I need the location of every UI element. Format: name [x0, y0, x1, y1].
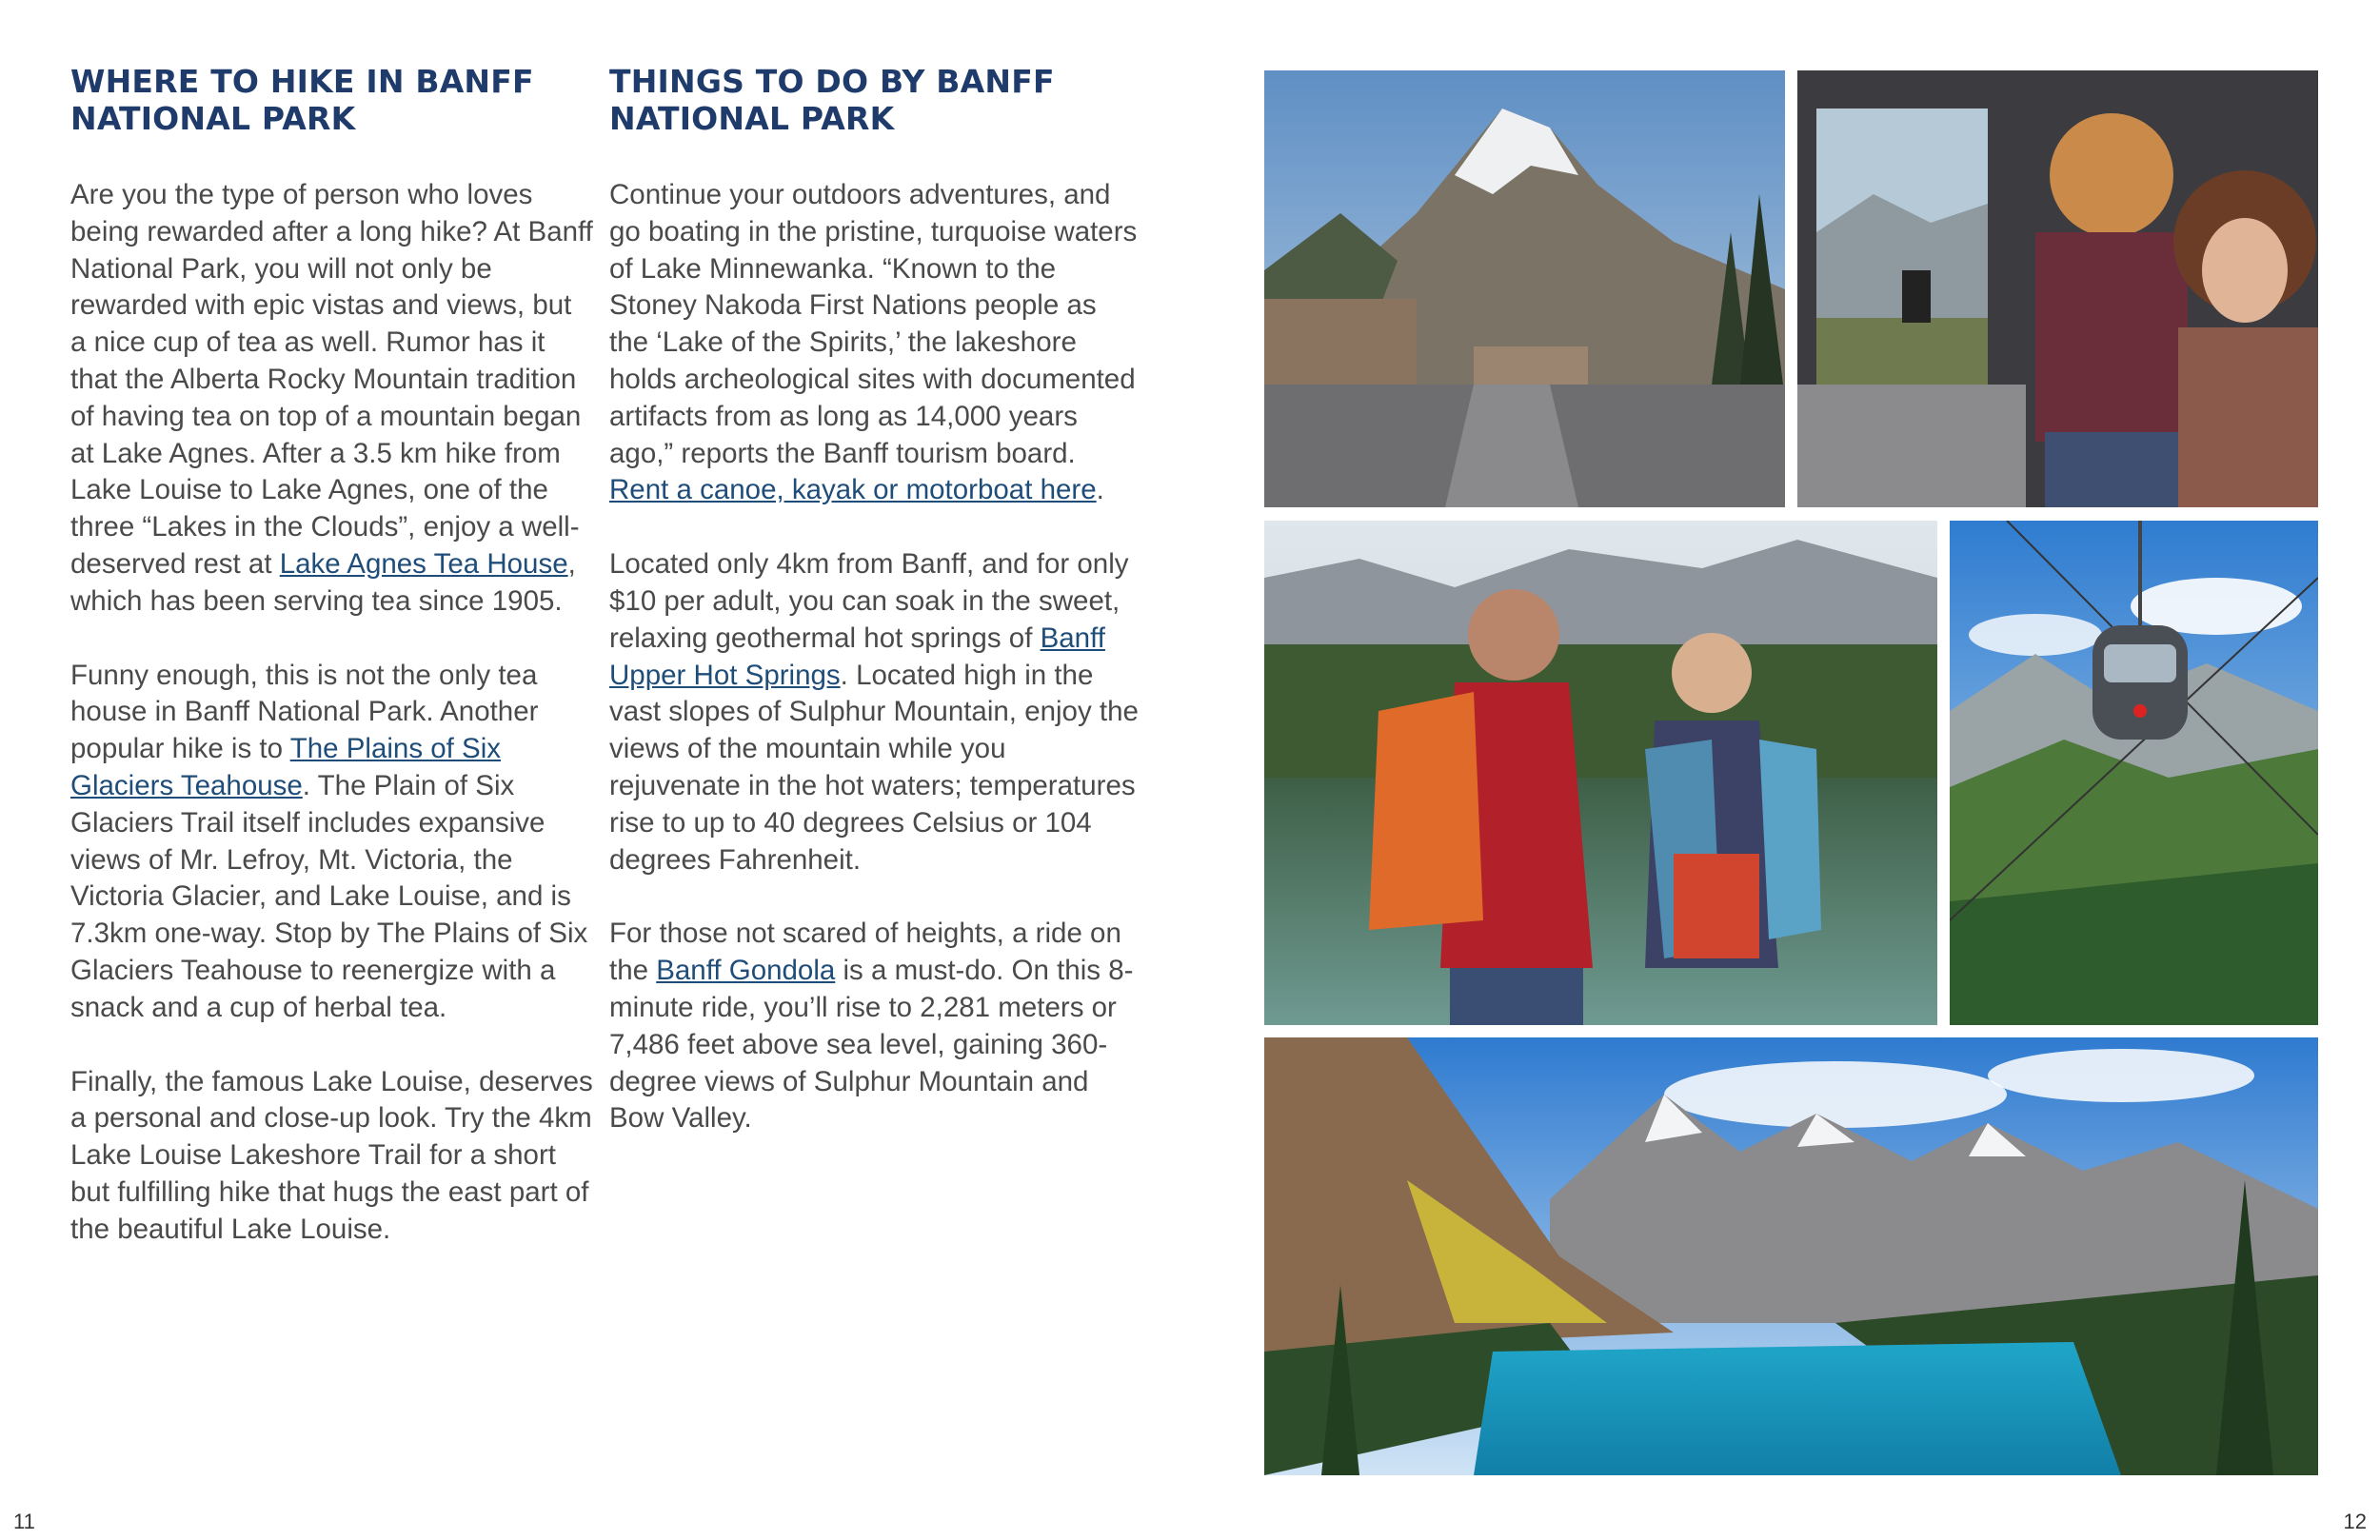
banff-upper-hot-springs-link[interactable]: Banff Upper Hot Springs — [609, 622, 1105, 691]
hikers-lake-photo — [1264, 521, 1937, 1025]
gondola-car-photo — [1950, 521, 2318, 1025]
right-column — [609, 63, 1142, 1175]
left-paragraph-1 — [70, 177, 594, 621]
left-paragraph-3: Finally, the famous Lake Louise, deserves a personal and close-up look. Try the 4km Lake Louise Lakeshore Trail for a short but fulfilling hike that hugs the east part of the beautiful Lake Louise. — [70, 1065, 593, 1245]
right-p2-text-b: . Located high in the vast slopes of Sulphur Mountain, enjoy the views of the mountain while you rejuvenate in the hot waters; temperatures rise to up to 40 degrees Celsius or 104 degrees Fahrenheit. — [609, 659, 1139, 876]
left-p1-text-b: , which has been serving tea since 1905. — [70, 547, 576, 617]
right-paragraph-2 — [609, 546, 1142, 879]
left-p1-text-a: Are you the type of person who loves being rewarded after a long hike? At Banff National Park, you will not only be rewarded with epic vistas and views, but a nice cup of tea as well. Rumor has it that the Alberta Rocky Mountain tradition of having tea on top of a mountain began at Lake Agnes. After a 3.5 km hike from Lake Louise to Lake Agnes, one of the three “Lakes in the Clouds”, enjoy a well-deserved rest at — [70, 179, 593, 580]
page-number-right: 12 — [2343, 1510, 2367, 1533]
gondola-interior-couple-photo — [1797, 70, 2318, 507]
plains-of-six-glaciers-teahouse-link[interactable]: The Plains of Six Glaciers Teahouse — [70, 733, 502, 801]
right-paragraph-1 — [609, 177, 1142, 509]
right-heading: THINGS TO DO BY BANFF NATIONAL PARK — [609, 63, 1055, 137]
left-heading: WHERE TO HIKE IN BANFF NATIONAL PARK — [70, 63, 534, 137]
right-p1-text-b: . — [1096, 474, 1104, 506]
moraine-lake-photo — [1264, 1037, 2318, 1475]
right-paragraph-3 — [609, 916, 1142, 1137]
rent-canoe-link[interactable]: Rent a canoe, kayak or motorboat here — [609, 474, 1097, 506]
right-p3-text-a: For those not scared of heights, a ride on the — [609, 918, 1121, 987]
lake-agnes-tea-house-link[interactable]: Lake Agnes Tea House — [279, 547, 568, 580]
right-p1-text-a: Continue your outdoors adventures, and go boating in the pristine, turquoise waters of Lake Minnewanka. “Known to the Stoney Nakoda First Nations people as the ‘Lake of the Spirits,’ the lakeshore holds archeological sites with documented artifacts from as long as 14,000 years ago,” reports the Banff tourism board. — [609, 179, 1138, 469]
left-p2-text-a: Funny enough, this is not the only tea house in Banff National Park. Another popular hike is to — [70, 659, 539, 765]
left-p2-text-b: . The Plain of Six Glaciers Trail itself includes expansive views of Mr. Lefroy, Mt. Victoria, the Victoria Glacier, and Lake Louise, and is 7.3km one-way. Stop by The Plains of Six Glaciers Teahouse to reenergize with a snack and a cup of herbal tea. — [70, 769, 588, 1023]
left-column — [70, 63, 594, 1286]
page-number-left: 11 — [13, 1510, 35, 1533]
right-p2-text-a: Located only 4km from Banff, and for only $10 per adult, you can soak in the sweet, relaxing geothermal hot springs of — [609, 548, 1129, 654]
banff-town-photo — [1264, 70, 1785, 507]
right-p3-text-b: is a must-do. On this 8-minute ride, you’ll rise to 2,281 meters or 7,486 feet above sea level, gaining 360-degree views of Sulphur Mountain and Bow Valley. — [609, 955, 1134, 1135]
banff-gondola-link[interactable]: Banff Gondola — [656, 955, 836, 987]
left-paragraph-2 — [70, 658, 594, 1027]
